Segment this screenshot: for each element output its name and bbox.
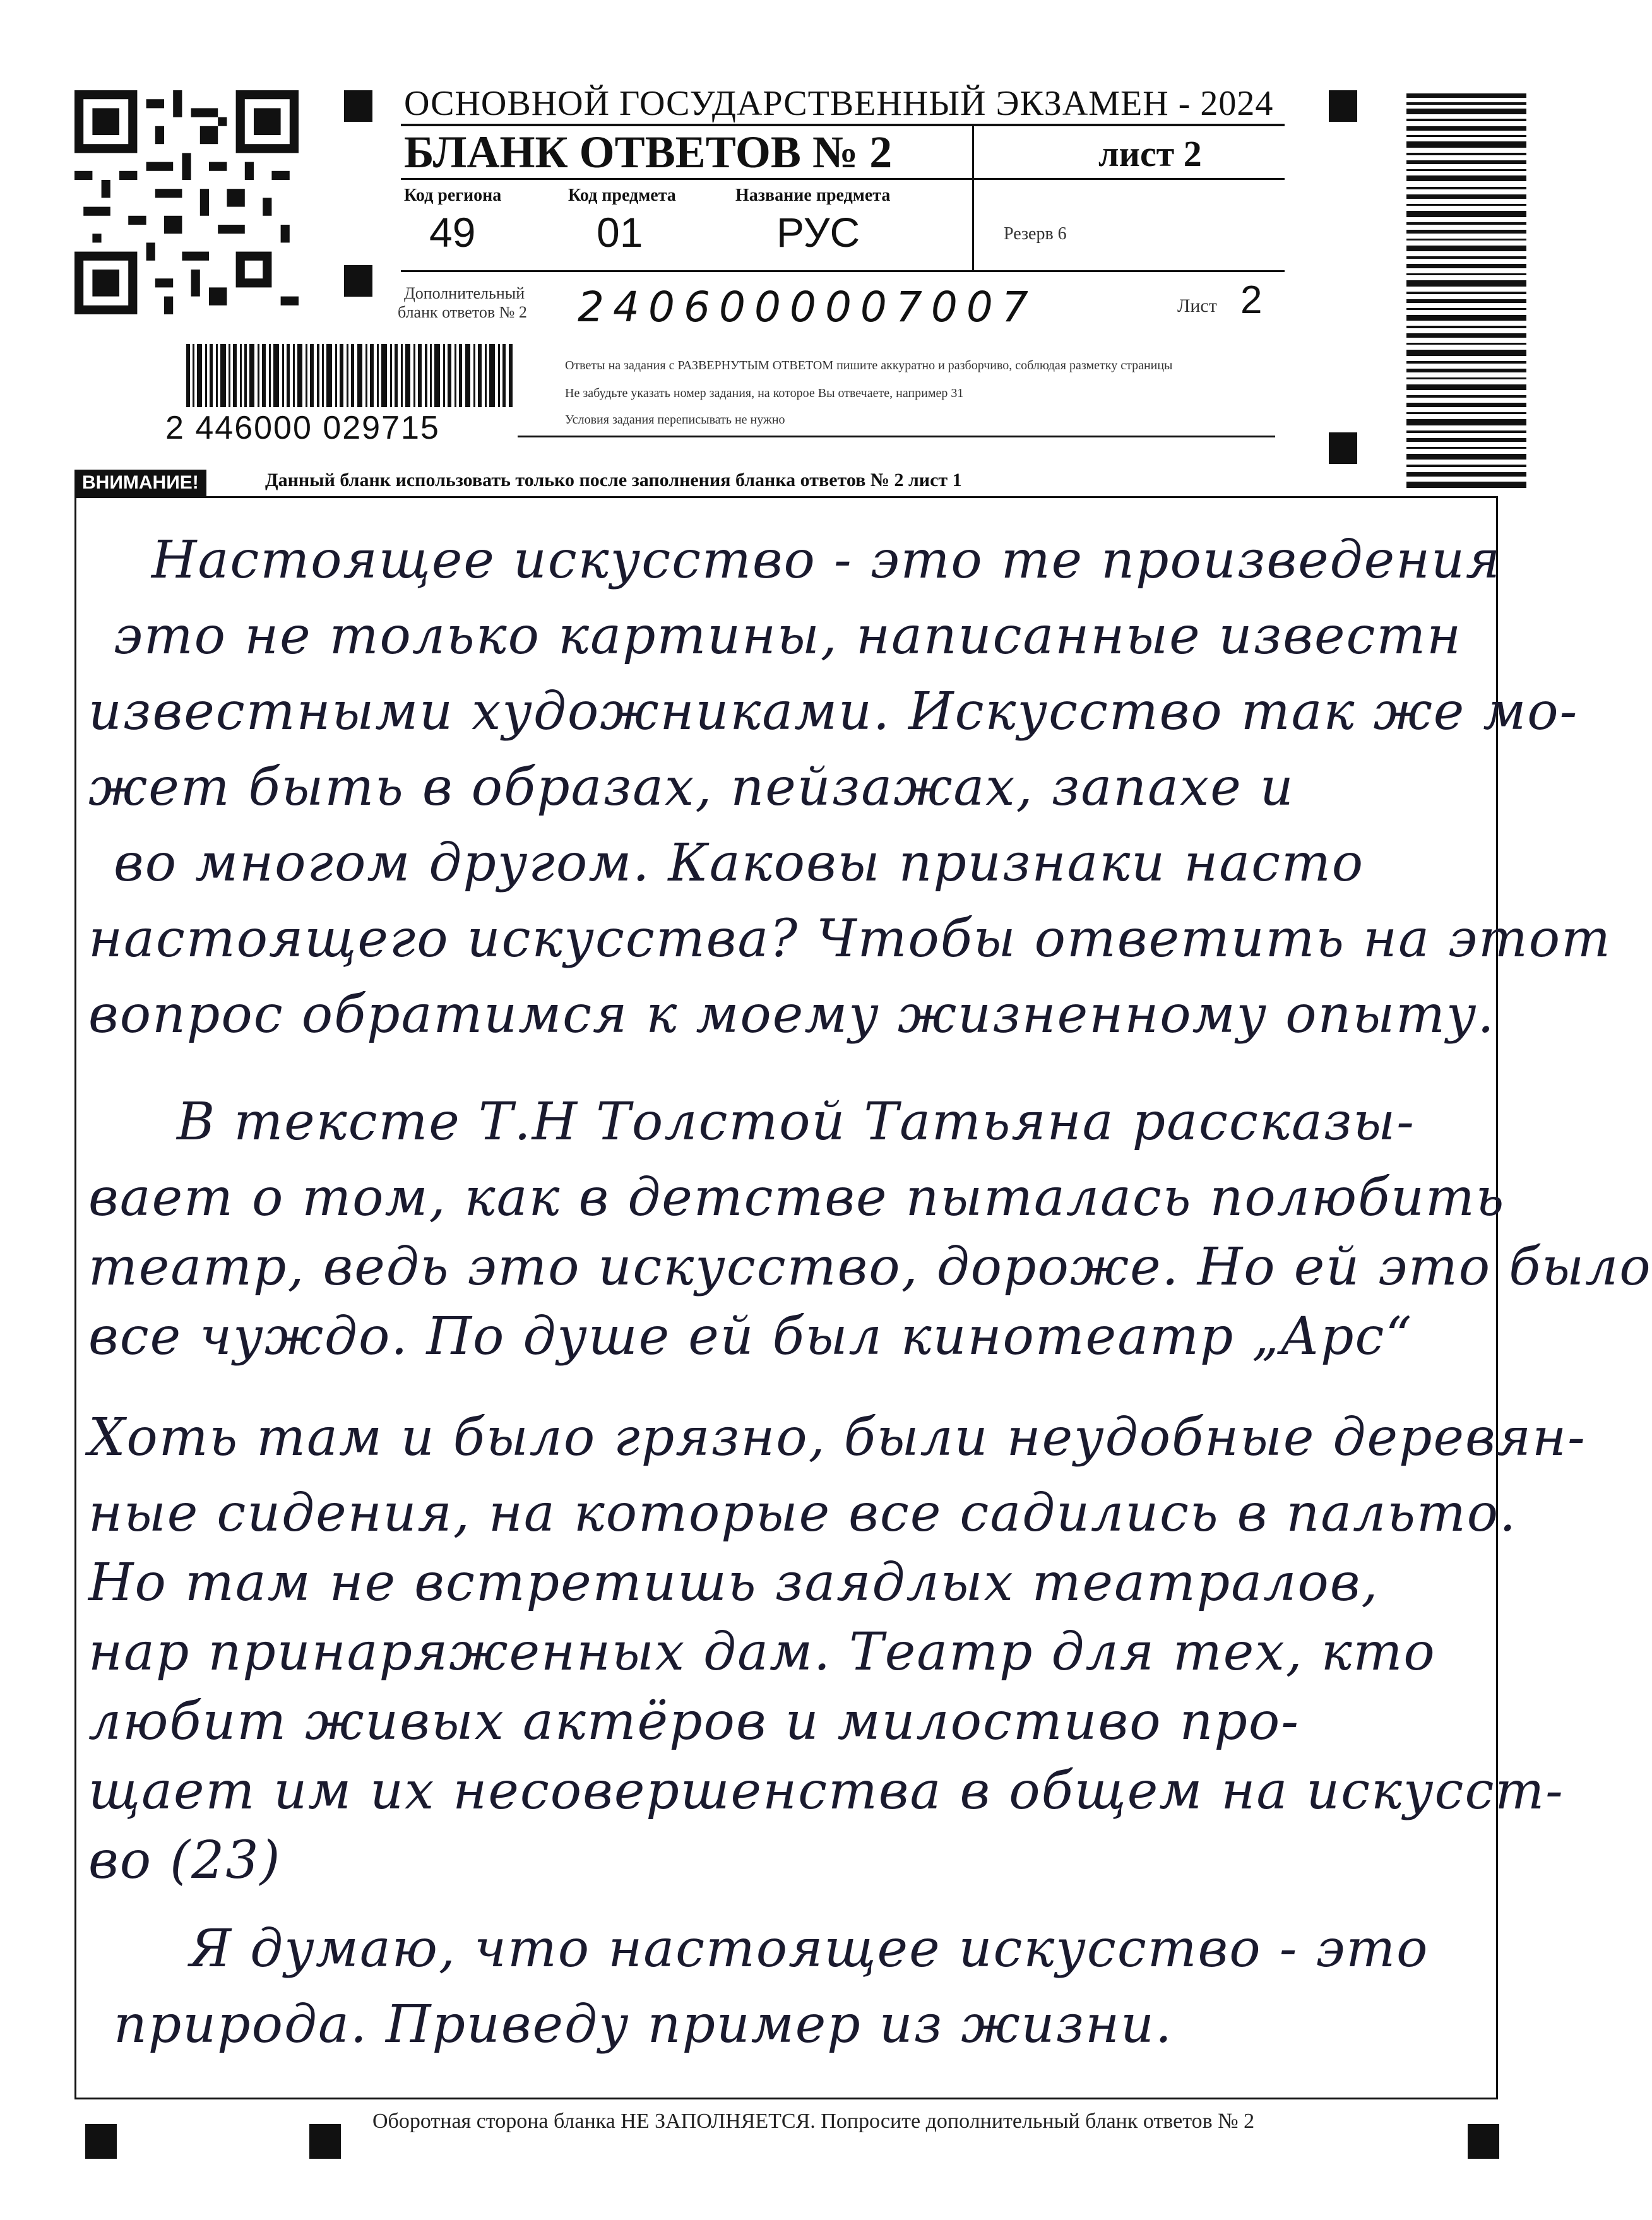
reserve-label: Резерв 6 (1004, 224, 1067, 244)
warning-badge: ВНИМАНИЕ! (74, 470, 206, 496)
answer-line: нар принаряженных дам. Театр для тех, кто (88, 1622, 1436, 1682)
subject-code-value: 01 (597, 209, 643, 256)
additional-label: Дополнительный (404, 284, 525, 302)
answer-line: все чуждо. По душе ей был кинотеатр „Арс“ (88, 1307, 1413, 1367)
header-rule (401, 270, 1285, 272)
header-rule (401, 178, 1285, 180)
instruction-rule (518, 436, 1275, 437)
alignment-marker (1468, 2124, 1499, 2159)
instruction-line: Не забудьте указать номер задания, на которое Вы отвечаете, например 31 (565, 386, 964, 400)
answer-line: вает о том, как в детстве пыталась полюбить (88, 1168, 1506, 1228)
warning-text: Данный бланк использовать только после заполнения бланка ответов № 2 лист 1 (265, 470, 962, 490)
additional-blank-number: 2406000007007 (578, 283, 1037, 331)
exam-title: ОСНОВНОЙ ГОСУДАРСТВЕННЫЙ ЭКЗАМЕН - 2024 (404, 84, 1274, 123)
barcode (186, 344, 514, 407)
region-code-label: Код региона (404, 186, 502, 205)
alignment-marker (1329, 432, 1357, 464)
sheet-number: 2 (1240, 278, 1263, 322)
sheet-label: Лист (1177, 295, 1217, 316)
answer-line: настоящего искусства? Чтобы ответить на этот (88, 909, 1612, 969)
answer-line: во многом другом. Каковы признаки насто (114, 833, 1365, 893)
answer-line: щает им их несовершенства в общем на искусст- (88, 1761, 1564, 1821)
answer-line: жет быть в образах, пейзажах, запахе и (88, 757, 1295, 817)
alignment-marker (1329, 90, 1357, 122)
answer-line: В тексте Т.Н Толстой Татьяна рассказы- (177, 1092, 1415, 1152)
alignment-marker (344, 90, 372, 122)
region-code-value: 49 (429, 209, 476, 256)
answer-line: Хоть там и было грязно, были неудобные деревян- (88, 1408, 1586, 1468)
barcode-number: 2 446000 029715 (165, 410, 440, 446)
answer-line: во (23) (88, 1831, 282, 1891)
answer-line: Я думаю, что настоящее искусство - это (189, 1919, 1429, 1979)
qr-code (74, 90, 299, 314)
footer-note: Оборотная сторона бланка НЕ ЗАПОЛНЯЕТСЯ. Попросите дополнительный бланк ответов № 2 (372, 2110, 1255, 2133)
answer-line: Настоящее искусство - это те произведения (152, 530, 1502, 590)
instruction-line: Ответы на задания с РАЗВЕРНУТЫМ ОТВЕТОМ пишите аккуратно и разборчиво, соблюдая разметку страницы (565, 359, 1173, 372)
side-barcode (1406, 93, 1526, 491)
alignment-marker (309, 2124, 341, 2159)
subject-name-label: Название предмета (735, 186, 891, 205)
header-divider-vertical (972, 126, 974, 271)
answer-line: вопрос обратимся к моему жизненному опыту. (88, 985, 1495, 1045)
answer-line: любит живых актёров и милостиво про- (88, 1692, 1300, 1752)
subject-name-value: РУС (776, 209, 860, 256)
sheet-title: лист 2 (1098, 133, 1202, 174)
additional-label: бланк ответов № 2 (398, 303, 527, 321)
alignment-marker (85, 2124, 117, 2159)
instruction-line: Условия задания переписывать не нужно (565, 413, 785, 427)
blank-title: БЛАНК ОТВЕТОВ № 2 (404, 127, 893, 177)
answer-line: это не только картины, написанные известн (114, 606, 1463, 666)
alignment-marker (344, 265, 372, 297)
answer-line: Но там не встретишь заядлых театралов, (88, 1553, 1379, 1613)
answer-line: театр, ведь это искусство, дороже. Но ей это было (88, 1237, 1652, 1297)
answer-line: известными художниками. Искусство так же мо- (88, 682, 1579, 742)
answer-line: ные сидения, на которые все садились в пальто. (88, 1483, 1518, 1543)
answer-line: природа. Приведу пример из жизни. (114, 1995, 1174, 2055)
subject-code-label: Код предмета (568, 186, 676, 205)
